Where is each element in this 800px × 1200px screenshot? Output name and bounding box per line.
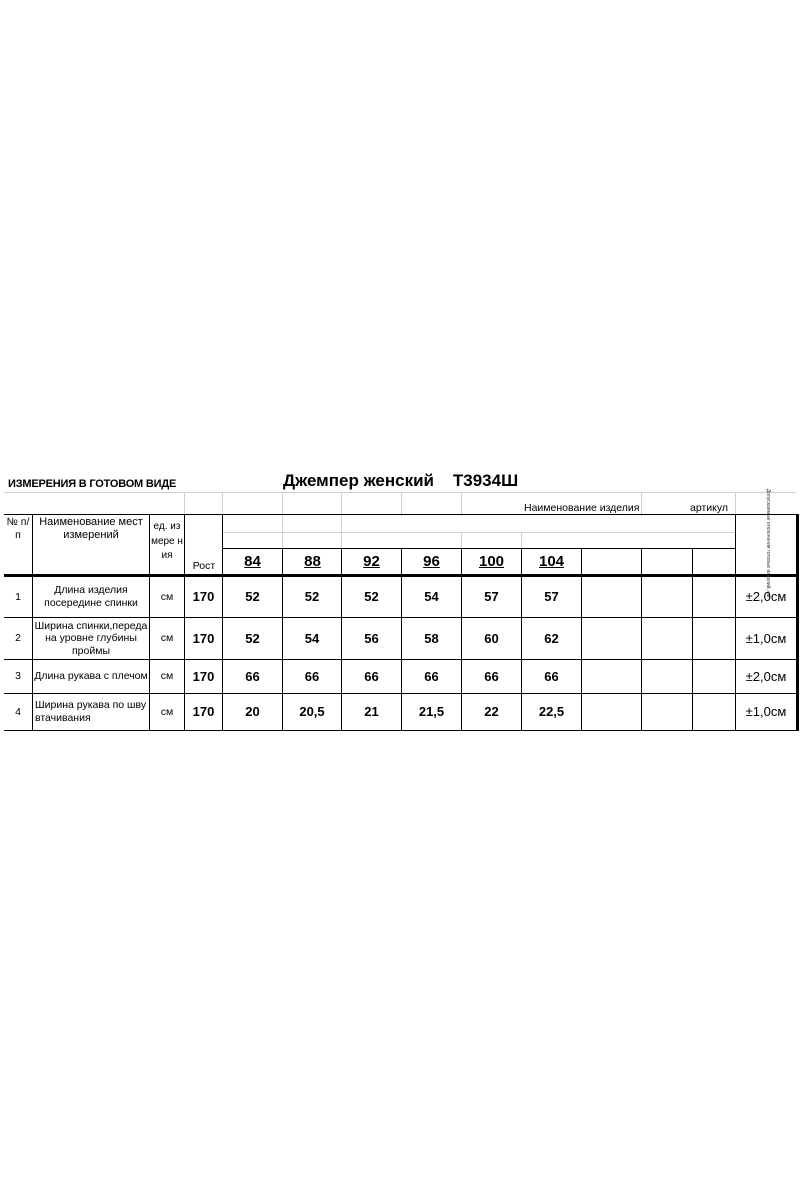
- row-num: 2: [15, 632, 21, 645]
- gridline: [341, 492, 342, 516]
- row-value: 66: [544, 668, 559, 684]
- row-value: 62: [544, 630, 559, 646]
- row-value: 66: [304, 668, 320, 684]
- row-num: 1: [15, 590, 21, 603]
- gridline: [282, 514, 283, 548]
- row-value: 52: [304, 589, 320, 605]
- gridline: [184, 492, 185, 516]
- row-value: 52: [245, 589, 260, 605]
- sheet-caption: ИЗМЕРЕНИЯ В ГОТОВОМ ВИДЕ: [8, 478, 177, 490]
- gridline: [282, 492, 283, 516]
- row-num: 4: [15, 705, 21, 718]
- gridline: [222, 532, 735, 533]
- row-value: 54: [424, 589, 439, 605]
- size-header: 92: [363, 553, 380, 570]
- product-title: Джемпер женский Т3934Ш: [283, 471, 519, 490]
- gridline: [401, 492, 402, 516]
- row-unit: см: [160, 705, 174, 718]
- row-name: Ширина рукава по шву втачивания: [35, 699, 147, 724]
- row-unit: см: [160, 632, 174, 645]
- table-border: [222, 548, 735, 549]
- row-num: 3: [15, 670, 21, 683]
- gridline: [521, 532, 522, 548]
- size-header: 96: [423, 553, 440, 570]
- product-name-label: Наименование изделия: [524, 502, 640, 514]
- row-name: Длина рукава с плечом: [34, 670, 148, 683]
- row-tolerance: ±1,0см: [745, 630, 787, 646]
- table-border: [581, 548, 582, 731]
- gridline: [735, 492, 736, 516]
- row-value: 20: [245, 704, 260, 720]
- row-value: 54: [304, 630, 320, 646]
- gridline: [222, 492, 223, 516]
- row-tolerance: ±2,0см: [745, 668, 787, 684]
- table-border: [4, 514, 799, 515]
- row-value: 21: [364, 704, 379, 720]
- row-name: Длина изделия посередине спинки: [44, 584, 138, 609]
- row-value: 57: [544, 589, 559, 605]
- row-height: 170: [192, 704, 215, 720]
- gridline: [461, 532, 462, 548]
- row-value: 52: [364, 589, 379, 605]
- row-value: 66: [364, 668, 379, 684]
- row-tolerance: ±1,0см: [745, 704, 787, 720]
- col-header-num: № п/п: [6, 516, 30, 541]
- row-value: 58: [424, 630, 439, 646]
- row-value: 66: [484, 668, 499, 684]
- col-header-unit: ед. измере ния: [151, 521, 183, 561]
- col-header-name: Наименование мест измерений: [39, 516, 143, 542]
- row-height: 170: [192, 589, 215, 605]
- row-tolerance: ±2,0см: [745, 589, 787, 605]
- row-value: 57: [484, 589, 499, 605]
- col-header-height: Рост: [192, 559, 216, 572]
- tolerance-header-text: Допускаемые отклонения готовых изделий, см: [765, 488, 771, 598]
- row-value: 52: [245, 630, 260, 646]
- size-header: 88: [304, 553, 321, 570]
- gridline: [461, 492, 462, 516]
- row-value: 20,5: [299, 704, 325, 720]
- gridline: [641, 492, 642, 516]
- row-value: 66: [424, 668, 439, 684]
- row-value: 66: [245, 668, 260, 684]
- row-unit: см: [160, 670, 174, 683]
- row-unit: см: [160, 590, 174, 603]
- measurement-sheet: [0, 466, 800, 732]
- gridline: [4, 492, 796, 493]
- row-name: Ширина спинки,переда на уровне глубины проймы: [34, 620, 148, 657]
- row-value: 22,5: [538, 704, 565, 720]
- row-height: 170: [192, 630, 215, 646]
- size-header: 100: [478, 553, 505, 570]
- row-height: 170: [192, 668, 215, 684]
- row-value: 21,5: [418, 704, 445, 720]
- table-border: [641, 548, 642, 731]
- row-value: 22: [484, 704, 499, 720]
- table-border: [692, 548, 693, 731]
- row-value: 60: [484, 630, 499, 646]
- article-label: артикул: [690, 502, 728, 514]
- gridline: [341, 514, 342, 548]
- row-value: 56: [364, 630, 379, 646]
- size-header: 104: [538, 553, 565, 570]
- size-header: 84: [244, 553, 261, 570]
